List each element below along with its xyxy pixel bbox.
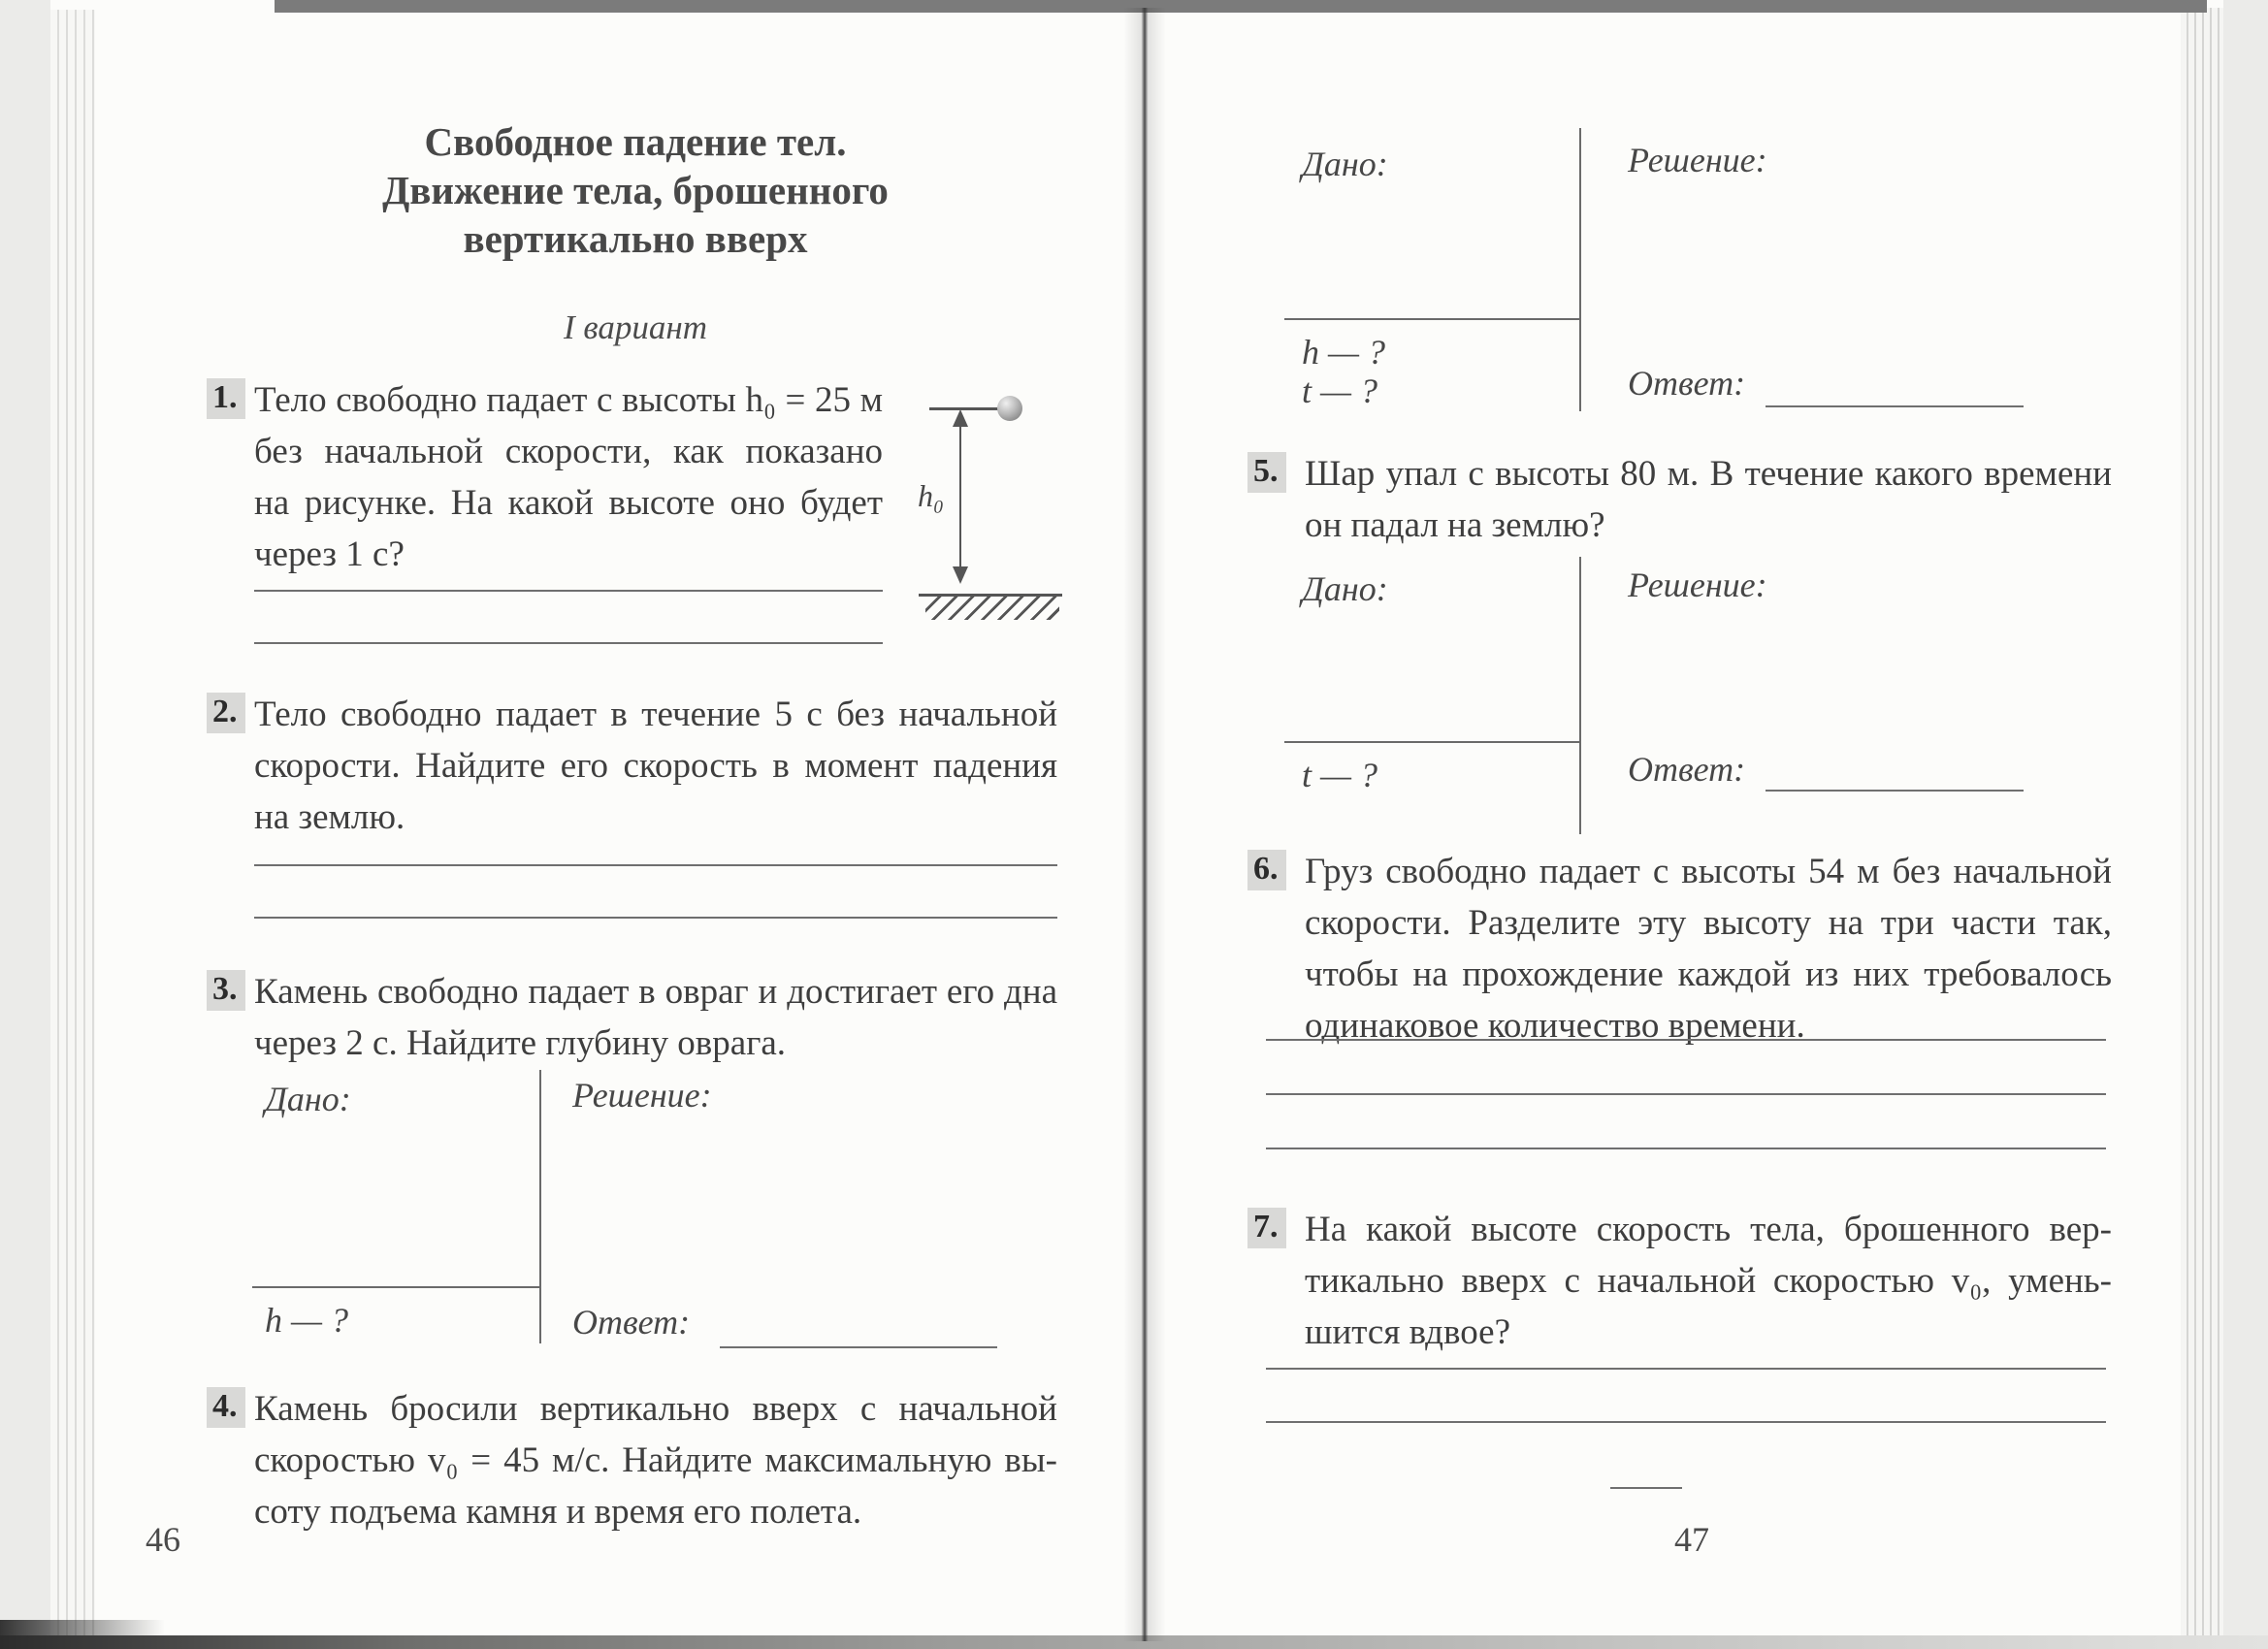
unknown-t-label: t — ?	[1302, 372, 1378, 410]
problem-6-line: скорости. Разделите эту высоту на три части так,	[1305, 903, 2112, 943]
unknown-h-label: h — ?	[265, 1301, 349, 1340]
writing-line	[1266, 1148, 2106, 1149]
problem-4-text	[254, 1383, 1057, 1537]
given-separator-line	[1284, 318, 1579, 320]
problem-1-line: без начальной скорости, как показано	[254, 432, 883, 471]
solution-label: Решение:	[1628, 141, 1767, 179]
writing-line	[1266, 1093, 2106, 1095]
problem-6-line: чтобы на прохождение каждой из них требовалось	[1305, 954, 2112, 994]
figure-ball	[997, 396, 1022, 421]
problem-5-line: Шар упал с высоты 80 м. В течение какого времени	[1305, 454, 2112, 494]
problem-7-line: На какой высоте скорость тела, брошенного вер-	[1305, 1210, 2112, 1249]
problem-6-line: одинаковое количество времени.	[1305, 1006, 1805, 1046]
answer-label: Ответ:	[1628, 364, 1746, 403]
variant-label: I вариант	[564, 308, 707, 346]
unknown-h-label: h — ?	[1302, 333, 1386, 372]
problem-2-line: скорости. Найдите его скорость в момент падения	[254, 746, 1057, 786]
writing-line-short	[1610, 1487, 1682, 1489]
work-block-divider	[1579, 128, 1581, 411]
section-title-line3: вертикально вверх	[463, 216, 808, 261]
figure-ground-hatching	[925, 597, 1059, 620]
problem-6-text	[1305, 846, 2112, 1051]
writing-line	[254, 642, 883, 644]
problem-2-number: 2.	[207, 693, 245, 733]
scan-margin-right	[2223, 0, 2268, 1649]
writing-line	[1266, 1421, 2106, 1423]
page-number-left: 46	[146, 1520, 180, 1559]
problem-3-text	[254, 966, 1057, 1069]
problem-5-line: он падал на землю?	[1305, 505, 1605, 545]
problem-4-number: 4.	[207, 1387, 245, 1428]
figure-height-arrow	[959, 423, 961, 568]
answer-label: Ответ:	[1628, 750, 1746, 789]
answer-line	[720, 1346, 997, 1348]
free-fall-figure	[912, 393, 1077, 630]
answer-line	[1766, 405, 2024, 407]
work-block-divider	[1579, 557, 1581, 834]
problem-5-text	[1305, 448, 2112, 551]
problem-6-line: Груз свободно падает с высоты 54 м без начальной	[1305, 852, 2112, 891]
problem-1-text	[254, 374, 883, 580]
given-separator-line	[252, 1286, 541, 1288]
problem-4-line: Камень бросили вертикально вверх с начальной	[254, 1389, 1057, 1429]
book-gutter	[1123, 8, 1166, 1641]
problem-7-line: шится вдвое?	[1305, 1312, 1510, 1352]
problem-3-line: через 2 с. Найдите глубину оврага.	[254, 1023, 787, 1063]
problem-2-line: на землю.	[254, 797, 405, 837]
problem-2-text	[254, 689, 1057, 843]
answer-line	[1766, 790, 2024, 792]
problem-1-number: 1.	[207, 378, 245, 419]
problem-1-line: через 1 с?	[254, 534, 405, 574]
page-stack-edge-right	[2181, 8, 2223, 1641]
writing-line	[1266, 1039, 2106, 1041]
problem-7-number: 7.	[1247, 1208, 1286, 1248]
given-label: Дано:	[1302, 145, 1388, 183]
writing-line	[254, 864, 1057, 866]
page-number-right: 47	[1674, 1520, 1709, 1559]
arrow-down-icon	[953, 566, 968, 584]
problem-1-line: Тело свободно падает с высоты h₀ = 25 м	[254, 380, 883, 420]
writing-line	[254, 590, 883, 592]
problem-7-line: тикально вверх с начальной скоростью v₀, умень-	[1305, 1261, 2112, 1301]
given-separator-line	[1284, 741, 1579, 743]
answer-label: Ответ:	[572, 1303, 691, 1342]
problem-3-line: Камень свободно падает в овраг и достигает его дна	[254, 972, 1057, 1012]
problem-7-text	[1305, 1204, 2112, 1358]
figure-height-label: h₀	[918, 478, 945, 513]
problem-4-line: соту подъема камня и время его полета.	[254, 1492, 862, 1532]
problem-2-line: Тело свободно падает в течение 5 с без начальной	[254, 695, 1057, 734]
writing-line	[254, 917, 1057, 919]
book-top-edge	[275, 0, 2207, 13]
page-stack-edge-left	[50, 10, 95, 1635]
given-label: Дано:	[265, 1080, 351, 1118]
solution-label: Решение:	[572, 1076, 712, 1115]
section-title-line1: Свободное падение тел.	[424, 119, 847, 164]
work-block-divider	[539, 1070, 541, 1343]
section-title-line2: Движение тела, брошенного	[382, 168, 889, 212]
given-label: Дано:	[1302, 569, 1388, 608]
problem-6-number: 6.	[1247, 850, 1286, 890]
unknown-t-label: t — ?	[1302, 756, 1378, 794]
problem-4-line: скоростью v₀ = 45 м/с. Найдите максимальную вы-	[254, 1440, 1057, 1480]
problem-3-number: 3.	[207, 970, 245, 1011]
scan-margin-left	[0, 0, 50, 1649]
problem-5-number: 5.	[1247, 452, 1286, 493]
problem-1-line: на рисунке. На какой высоте оно будет	[254, 483, 883, 523]
solution-label: Решение:	[1628, 566, 1767, 604]
writing-line	[1266, 1368, 2106, 1370]
